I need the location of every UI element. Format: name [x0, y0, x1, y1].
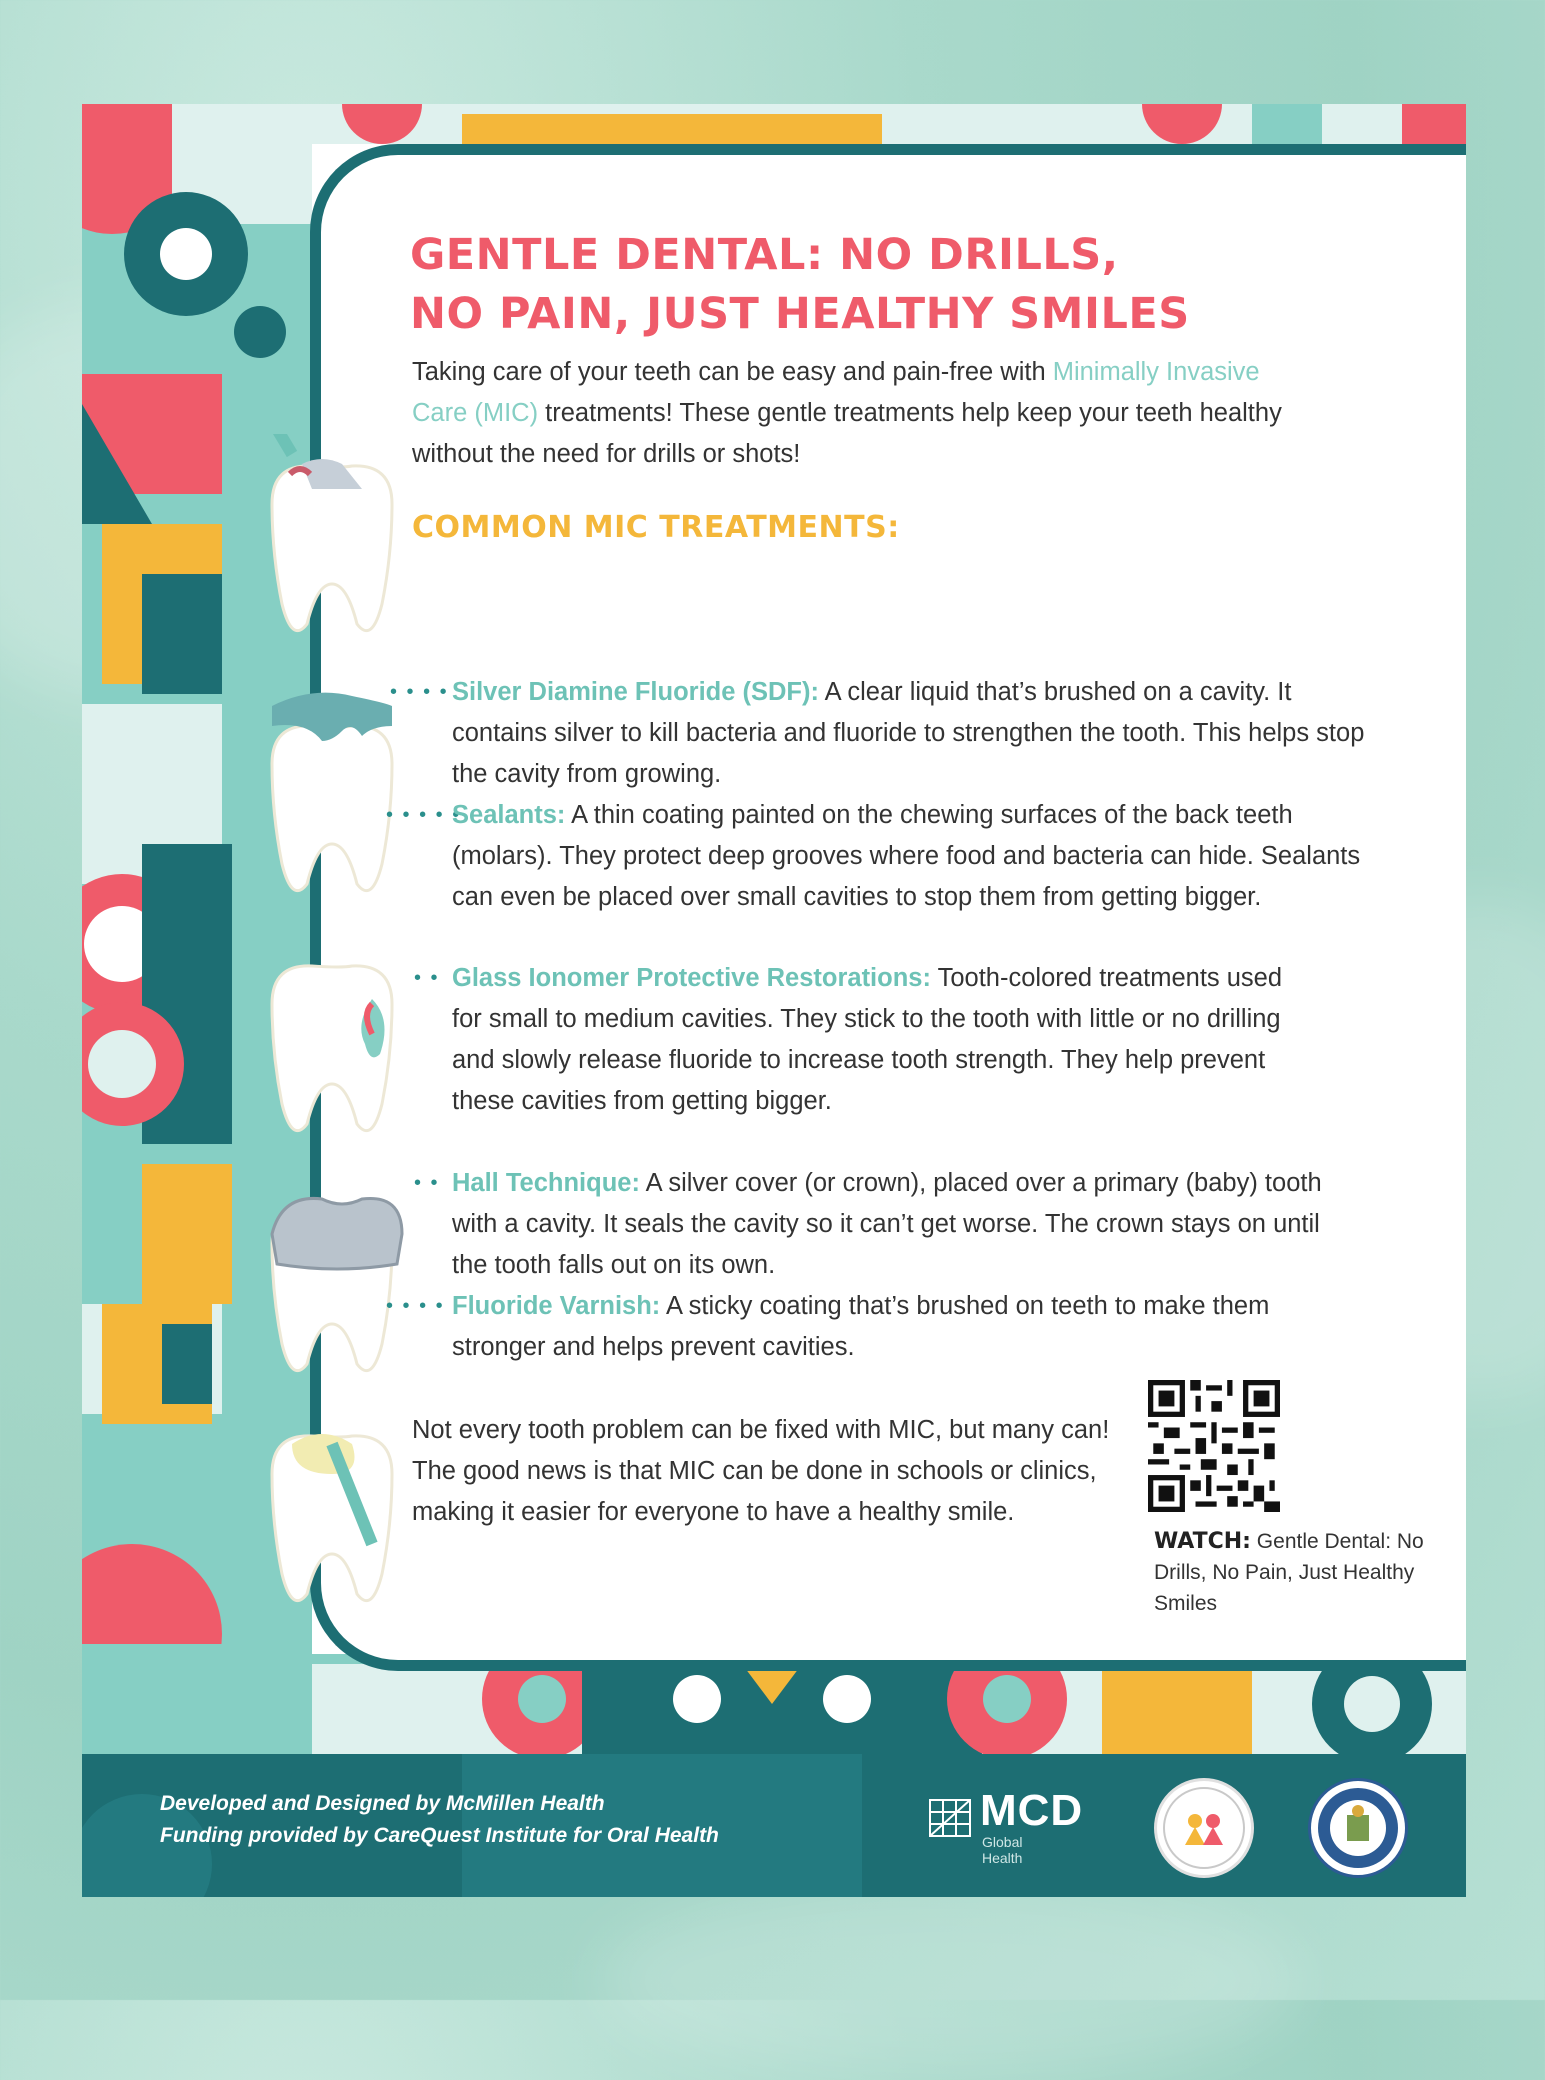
- treatment-name: Fluoride Varnish:: [452, 1292, 661, 1320]
- intro-text-before: Taking care of your teeth can be easy and pain-free with: [412, 358, 1053, 386]
- footer-bar: [82, 1754, 1466, 1897]
- intro-paragraph: [412, 352, 1292, 475]
- flyer-page: [82, 104, 1466, 1897]
- connector-dots: • •: [414, 1172, 440, 1194]
- treatment-text: A clear liquid that’s brushed on a cavity. It contains silver to kill bacteria and fluoride to strengthen the tooth. This helps stop the cavity from growing.: [452, 678, 1365, 788]
- credit-developer: Developed and Designed by McMillen Health: [160, 1792, 605, 1815]
- treatment-name: Hall Technique:: [452, 1169, 640, 1197]
- partner-seal-icon: [1154, 1778, 1254, 1878]
- treatment-item: [452, 1286, 1312, 1368]
- treatment-name: Glass Ionomer Protective Restorations:: [452, 964, 931, 992]
- treatment-text: A thin coating painted on the chewing surfaces of the back teeth (molars). They protect deep grooves where food and bacteria can hide. Sealants can even be placed over small cavities to stop them from getting bigger.: [452, 801, 1361, 911]
- closing-paragraph: Not every tooth problem can be fixed with MIC, but many can! The good news is that MIC can be done in schools or clinics, making it easier for everyone to have a healthy smile.: [412, 1416, 1110, 1526]
- connector-dots: • • • •: [386, 1295, 445, 1317]
- connector-dots: • • • • •: [386, 804, 462, 826]
- state-seal-icon: [1308, 1778, 1408, 1878]
- credit-funding: Funding provided by CareQuest Institute for Oral Health: [160, 1824, 719, 1847]
- treatment-item: [452, 958, 1292, 1122]
- treatment-item: [452, 672, 1372, 795]
- watch-caption: [1154, 1526, 1424, 1619]
- treatment-text: Tooth-colored treatments used for small to medium cavities. They stick to the tooth with little or no drilling and slowly release fluoride to increase tooth strength. They help prevent these cavities from getting bigger.: [452, 964, 1283, 1115]
- treatment-name: Sealants:: [452, 801, 566, 829]
- treatment-text: A sticky coating that’s brushed on teeth to make them stronger and helps prevent cavities.: [452, 1292, 1270, 1361]
- connector-dots: • • • •: [390, 681, 449, 703]
- intro-text-after: treatments! These gentle treatments help keep your teeth healthy without the need for drills or shots!: [412, 399, 1282, 468]
- treatment-name: Silver Diamine Fluoride (SDF):: [452, 678, 819, 706]
- mcd-logo-text: MCD: [980, 1786, 1084, 1835]
- treatment-item: [452, 1163, 1352, 1286]
- page-title: GENTLE DENTAL: NO DRILLS, NO PAIN, JUST HEALTHY SMILES: [410, 230, 1190, 339]
- connector-dots: • •: [414, 967, 440, 989]
- treatments-heading: COMMON MIC TREATMENTS:: [412, 510, 900, 545]
- treatment-text: A silver cover (or crown), placed over a primary (baby) tooth with a cavity. It seals the cavity so it can’t get worse. The crown stays on until the tooth falls out on its own.: [452, 1169, 1322, 1279]
- watch-label: WATCH:: [1154, 1529, 1251, 1554]
- mcd-logo-subtext: Global Health: [982, 1834, 1023, 1866]
- watch-text: Gentle Dental: No Drills, No Pain, Just Healthy Smiles: [1154, 1530, 1424, 1615]
- qr-code[interactable]: [1148, 1380, 1280, 1512]
- intro-highlight: Minimally Invasive Care (MIC): [412, 358, 1260, 427]
- globe-grid-icon: [928, 1792, 976, 1840]
- treatment-item: [452, 795, 1372, 918]
